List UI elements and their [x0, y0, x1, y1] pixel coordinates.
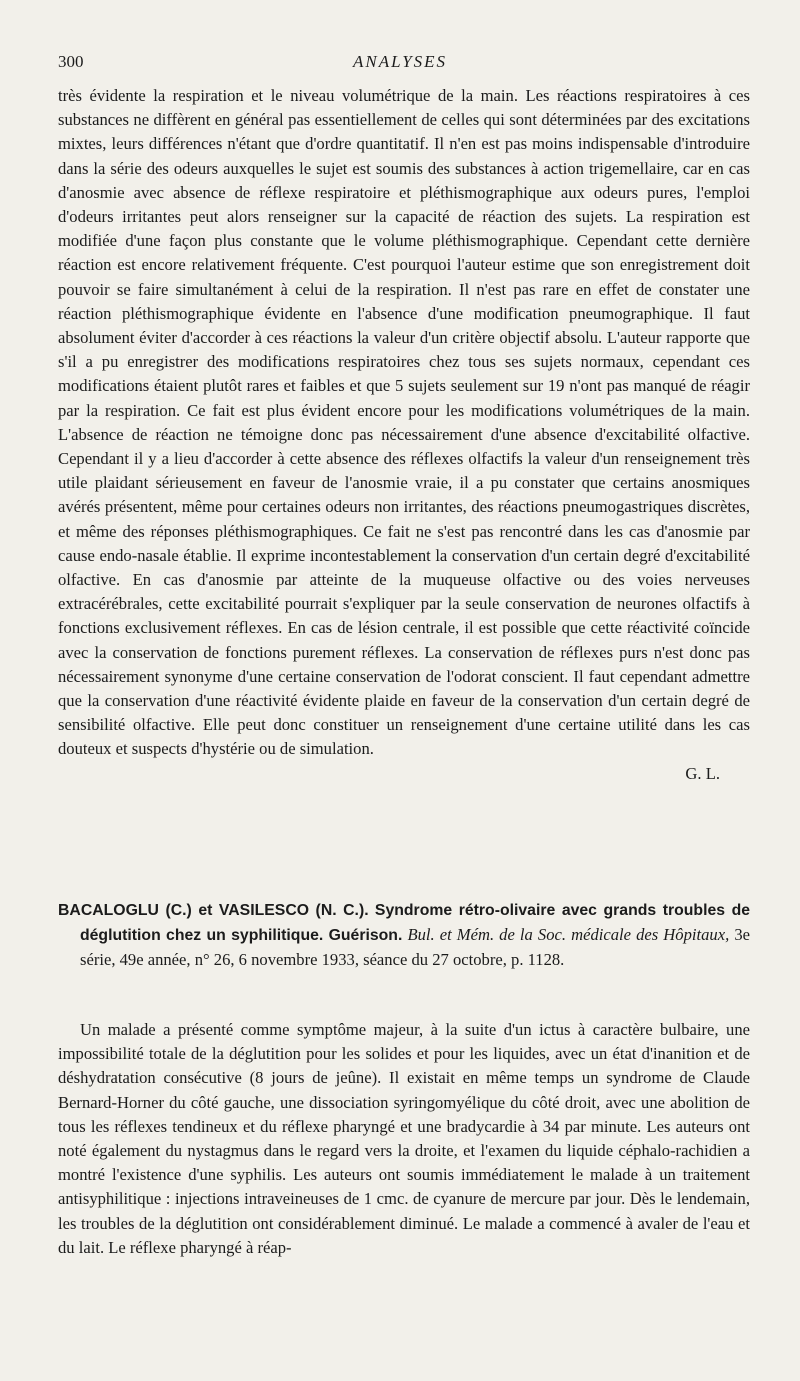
journal-name: Bul. et Mém. de la Soc. médicale des Hôpitaux, — [407, 925, 730, 945]
signature-line — [58, 762, 750, 786]
review-body-2 — [58, 1018, 750, 1260]
running-title: ANALYSES — [352, 52, 448, 71]
citation-details: 3e série, 49e année, n° 26, 6 novembre 1933, séance du 27 octobre, p. 1128. — [80, 925, 750, 970]
entry-authors: BACALOGLU (C.) et VASILESCO (N. C.). — [58, 902, 369, 919]
entry-title — [58, 898, 750, 973]
article-title: Syndrome rétro-olivaire avec grands troubles de déglutition chez un syphilitique. Guérison. — [80, 902, 751, 945]
case-description: Un malade a présenté comme symptôme majeur, à la suite d'un ictus à caractère bulbaire, une impossibilité totale de la déglutition pour les solides et pour les liquides, avec un état d'inanition et de déshydratation consécutive (8 jours de jeûne). Il existait en même temps un syndrome de Claude Bernard-Horner du côté gauche, une dissociation syringomyélique du côté droit, avec une abolition de tous les réflexes tendineux et du réflexe pharyngé et une bradycardie à 34 par minute. Les auteurs ont noté également du nystagmus dans le regard vers la droite, et l'examen du liquide céphalo-rachidien a montré l'existence d'une syphilis. Les auteurs ont soumis immédiatement le malade à un traitement antisyphilitique : injections intraveineuses de 1 cmc. de cyanure de mercure par jour. Dès le lendemain, les troubles de la déglutition ont considérablement diminué. Le malade a commencé à avaler de l'eau et du lait. Le réflexe pharyngé à réap- — [58, 1020, 750, 1257]
reviewer-signature: G. L. — [685, 763, 720, 783]
review-continuation — [58, 84, 750, 786]
review-entry-header — [58, 898, 750, 973]
review-body: très évidente la respiration et le niveau volumétrique de la main. Les réactions respiratoires à ces substances ne diffèrent en général pas essentiellement de celles qui sont déterminées par des excitations mixtes, leurs différences n'étant que d'ordre quantitatif. Il n'en est pas moins indispensable d'introduire dans la série des odeurs auxquelles le sujet est soumis des substances à action trigemellaire, car en cas d'anosmie avec absence de réflexe respiratoire et pléthismographique aux odeurs pures, l'emploi d'odeurs irritantes peut alors renseigner sur la capacité de réaction des sujets. La respiration est modifiée d'une façon plus constante que le volume pléthismographique. Cependant cette dernière réaction est encore relativement fréquente. C'est pourquoi l'auteur estime que son enregistrement doit pouvoir se faire simultanément à celui de la respiration. Il n'est pas rare en effet de constater une réaction pléthismographique évidente en l'absence d'une modification pneumographique. Il faut absolument éviter d'accorder à ces réactions la valeur d'un critère objectif absolu. L'auteur rapporte que s'il a pu enregistrer des modifications respiratoires chez tous ses sujets normaux, cependant ces modifications étaient plutôt rares et faibles et que 5 sujets seulement sur 19 n'ont pas manqué de réagir par la respiration. Ce fait est plus évident encore pour les modifications volumétriques de la main. L'absence de réaction ne témoigne donc pas nécessairement d'une absence d'excitabilité olfactive. Cependant il y a lieu d'accorder à cette absence des réflexes olfactifs la valeur d'un renseignement très utile plaidant sérieusement en faveur de l'anosmie vraie, il a pu constater que certains anosmiques avérés présentent, même pour certaines odeurs non irritantes, des réactions pneumogastriques discrètes, et même des réponses pléthismographiques. Ce fait ne s'est pas rencontré dans les cas d'anosmie par cause endo-nasale établie. Il exprime incontestablement la conservation d'un certain degré d'excitabilité olfactive. En cas d'anosmie par atteinte de la muqueuse olfactive ou des voies nerveuses extracérébrales, cette excitabilité pourrait s'expliquer par la seule conservation de neurones olfactifs à fonctions exclusivement réflexes. En cas de lésion centrale, il est possible que cette réactivité coïncide avec la conservation de fonctions purement réflexes. La conservation de réflexes purs n'est donc pas nécessairement synonyme d'une certaine conservation de l'odorat conscient. Il faut cependant admettre que la conservation d'une réactivité évidente plaide en faveur de la conservation d'un certain degré de sensibilité olfactive. Elle peut donc constituer un renseignement d'une certaine utilité dans les cas douteux et suspects d'hystérie ou de simulation. — [58, 86, 750, 759]
page-number: 300 — [58, 52, 84, 71]
page-header — [58, 52, 742, 78]
